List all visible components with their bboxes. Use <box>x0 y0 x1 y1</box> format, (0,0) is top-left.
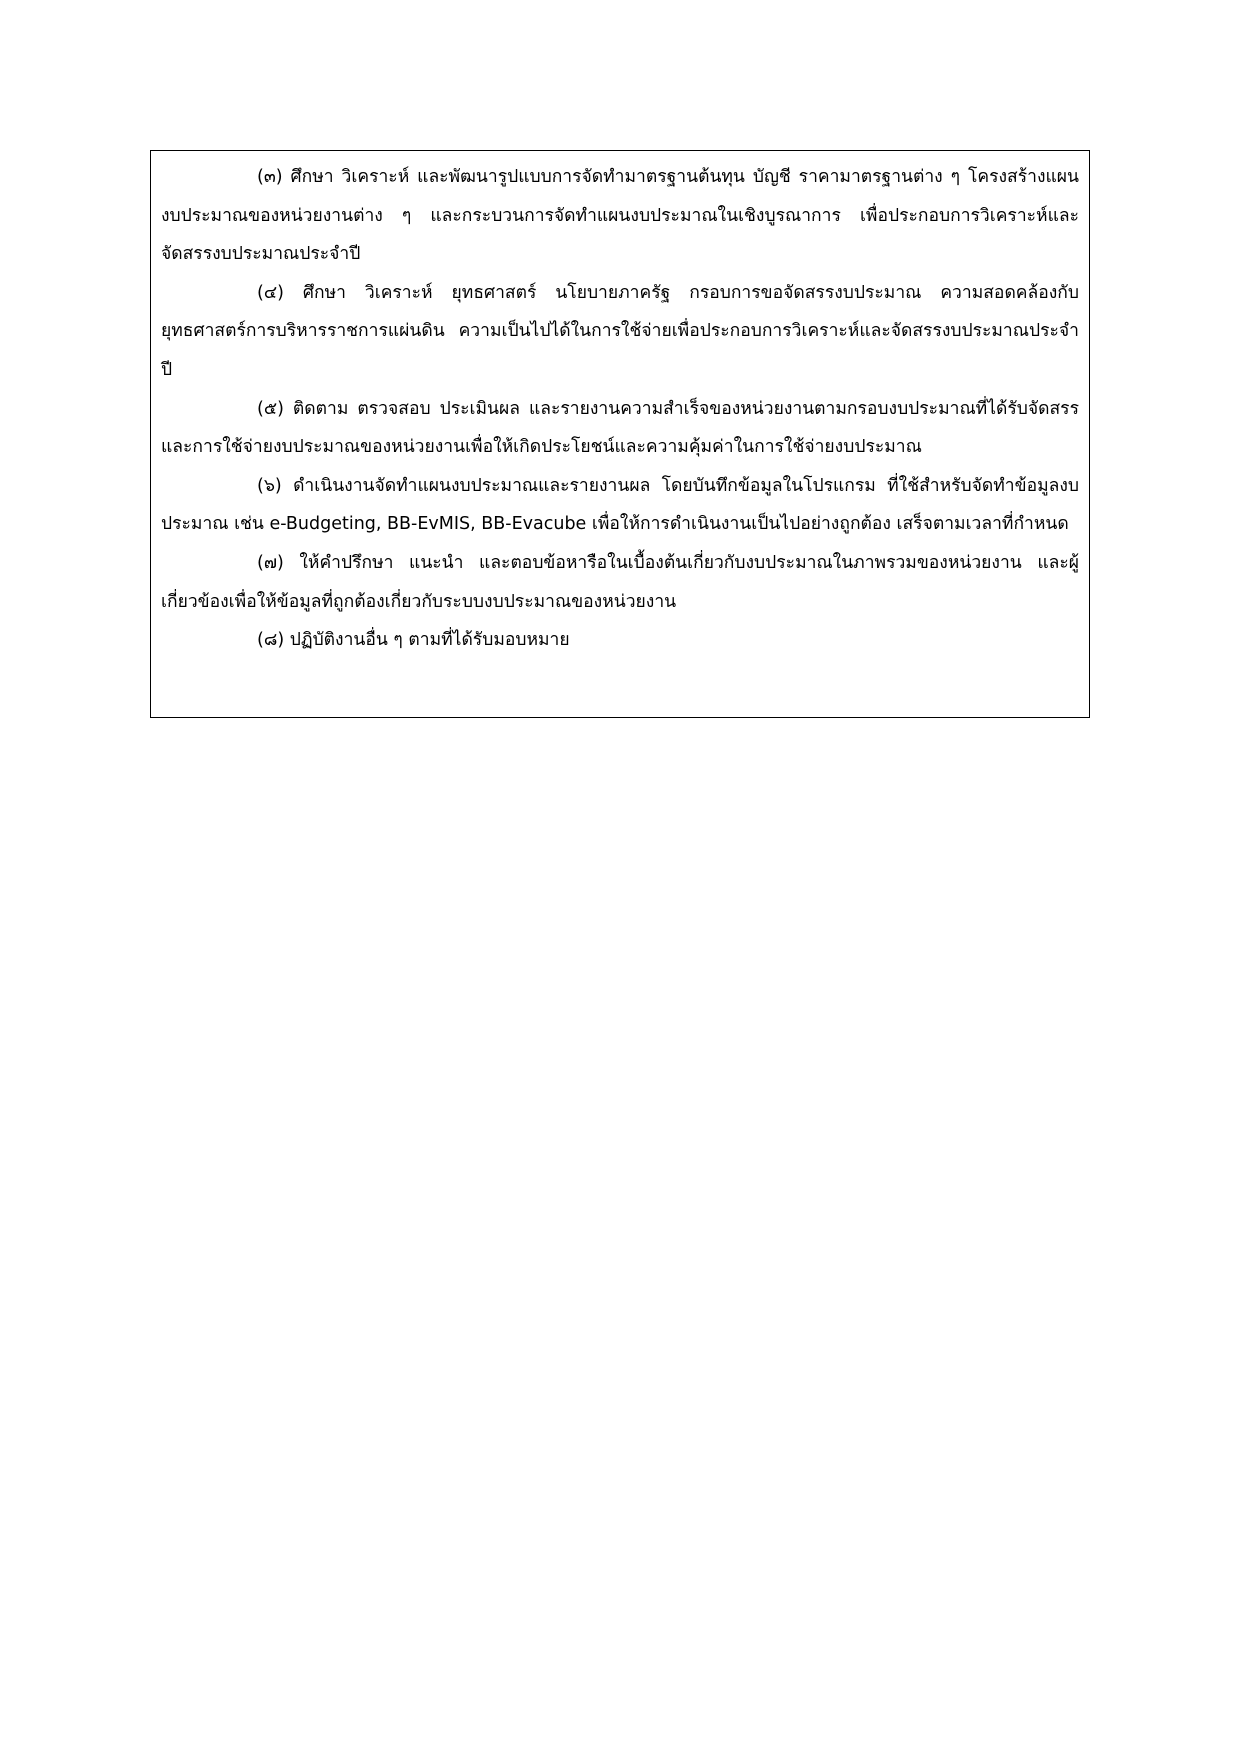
duty-item-3: (๓) ศึกษา วิเคราะห์ และพัฒนารูปแบบการจัดทำมาตรฐานต้นทุน บัญชี ราคามาตรฐานต่าง ๆ โครงสร้างแผนงบประมาณของหน่วยงานต่าง ๆ และกระบวนการจัดทำแผนงบประมาณในเชิงบูรณาการ เพื่อประกอบการวิเคราะห์และจัดสรรงบประมาณประจำปี <box>161 167 1079 265</box>
duty-item-4: (๔) ศึกษา วิเคราะห์ ยุทธศาสตร์ นโยบายภาครัฐ กรอบการขอจัดสรรงบประมาณ ความสอดคล้องกับยุทธศาสตร์การบริหารราชการแผ่นดิน ความเป็นไปได้ในการใช้จ่ายเพื่อประกอบการวิเคราะห์และจัดสรรงบประมาณประจำปี <box>161 282 1079 380</box>
duty-item-7: (๗) ให้คำปรึกษา แนะนำ และตอบข้อหารือในเบื้องต้นเกี่ยวกับงบประมาณในภาพรวมของหน่วยงาน และผู้เกี่ยวข้องเพื่อให้ข้อมูลที่ถูกต้องเกี่ยวกับระบบงบประมาณของหน่วยงาน <box>161 552 1079 612</box>
duty-item-5: (๕) ติดตาม ตรวจสอบ ประเมินผล และรายงานความสำเร็จของหน่วยงานตามกรอบงบประมาณที่ได้รับจัดสรร และการใช้จ่ายงบประมาณของหน่วยงานเพื่อให้เกิดประโยชน์และความคุ้มค่าในการใช้จ่ายงบประมาณ <box>161 398 1079 458</box>
duty-item-6: (๖) ดำเนินงานจัดทำแผนงบประมาณและรายงานผล โดยบันทึกข้อมูลในโปรแกรม ที่ใช้สำหรับจัดทำข้อมูลงบประมาณ เช่น e-Budgeting, BB-EvMIS, BB-Evacube เพื่อให้การดำเนินงานเป็นไปอย่างถูกต้อง เสร็จตามเวลาที่กำหนด <box>161 475 1079 535</box>
duty-item-8: (๘) ปฏิบัติงานอื่น ๆ ตามที่ได้รับมอบหมาย <box>257 630 570 651</box>
duties-box <box>150 150 1090 718</box>
